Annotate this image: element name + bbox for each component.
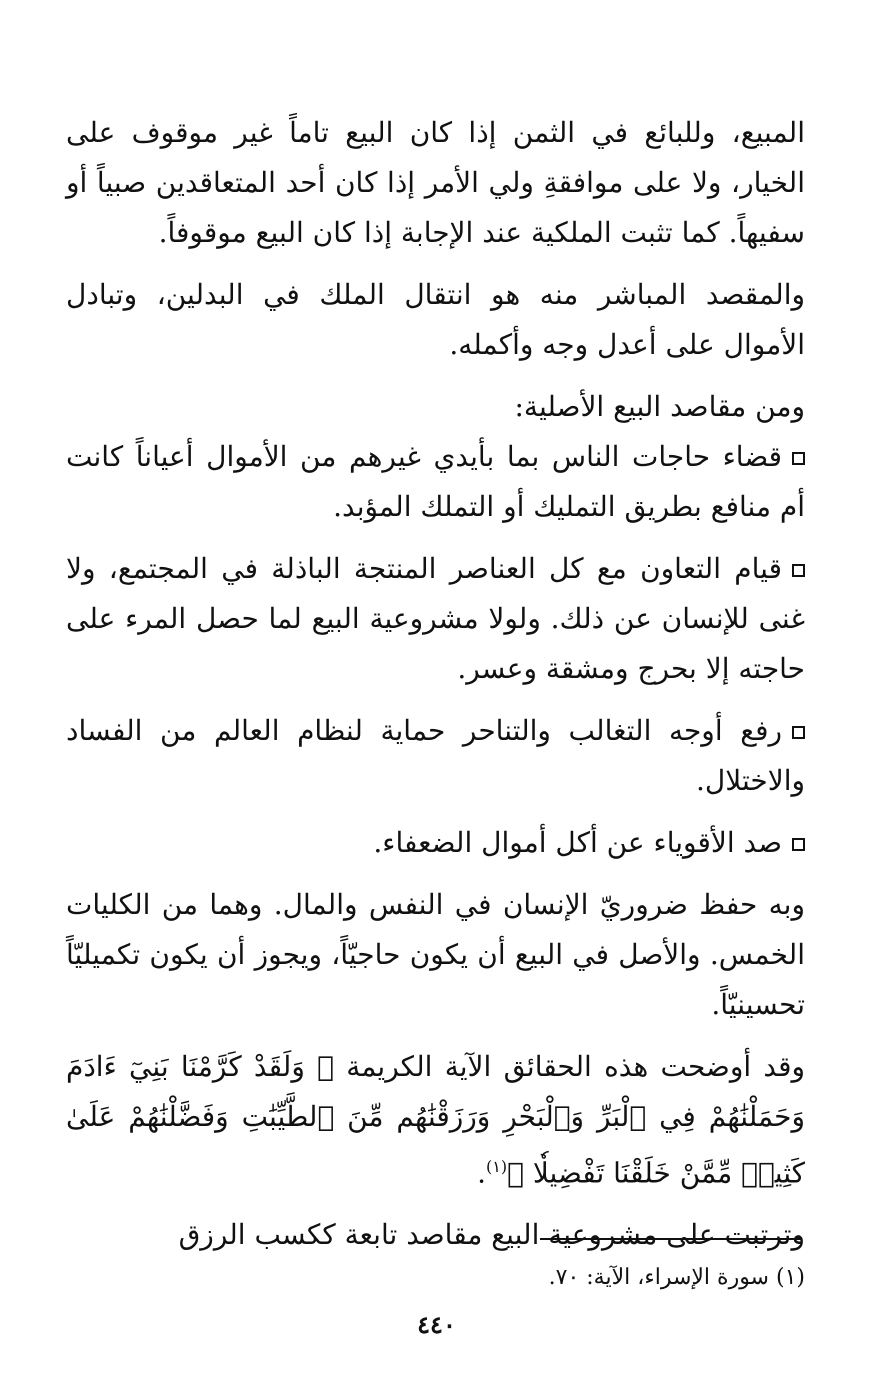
paragraph-5 bbox=[66, 1042, 805, 1198]
paragraph-1: المبيع، وللبائع في الثمن إذا كان البيع تاماً غير موقوف على الخيار، ولا على موافقةِ ولي الأمر إذا كان أحد المتعاقدين صبياً أو سفيهاً. كما تثبت الملكية عند الإجابة إذا كان البيع موقوفاً. bbox=[66, 116, 805, 249]
bullet-text: صد الأقوياء عن أكل أموال الضعفاء. bbox=[373, 826, 782, 859]
footnote-divider bbox=[540, 1238, 802, 1240]
paragraph-2: والمقصد المباشر منه هو انتقال الملك في البدلين، وتبادل الأموال على أعدل وجه وأكمله. bbox=[66, 278, 805, 361]
paragraph-6: وترتبت على مشروعية البيع مقاصد تابعة ككسب الرزق bbox=[178, 1218, 805, 1252]
square-bullet-icon bbox=[792, 564, 805, 577]
paragraph-4: وبه حفظ ضروريّ الإنسان في النفس والمال. وهما من الكليات الخمس. والأصل في البيع أن يكون حاجيّاً، ويجوز أن يكون تكميليّاً تحسينيّاً. bbox=[66, 888, 805, 1021]
page-number: ٤٤٠ bbox=[417, 1310, 456, 1339]
bullet-item-2 bbox=[66, 544, 805, 694]
verse-intro: وقد أوضحت هذه الحقائق الآية الكريمة bbox=[346, 1050, 806, 1083]
footnote: (١) سورة الإسراء، الآية: ٧٠. bbox=[548, 1265, 805, 1290]
footnote-reference: (١) bbox=[486, 1157, 508, 1176]
bullet-text: قضاء حاجات الناس بما بأيدي غيرهم من الأموال أعياناً كانت أم منافع بطريق التمليك أو التملك المؤبد. bbox=[66, 440, 805, 523]
bullet-item-1 bbox=[66, 432, 805, 532]
bullet-item-3 bbox=[66, 706, 805, 806]
square-bullet-icon bbox=[792, 452, 805, 465]
bullet-text: قيام التعاون مع كل العناصر المنتجة الباذلة في المجتمع، ولا غنى للإنسان عن ذلك. ولولا مشروعية البيع لما حصل المرء على حاجته إلا بحرج ومشقة وعسر. bbox=[66, 552, 805, 685]
square-bullet-icon bbox=[792, 726, 805, 739]
square-bullet-icon bbox=[792, 838, 805, 851]
bullet-text: رفع أوجه التغالب والتناحر حماية لنظام العالم من الفساد والاختلال. bbox=[66, 714, 805, 797]
verse-end: . bbox=[477, 1156, 487, 1190]
quran-verse: ﴿ وَلَقَدْ كَرَّمْنَا بَنِيٓ ءَادَمَ وَحَمَلْنَٰهُمْ فِي ٱلْبَرِّ وَٱلْبَحْرِ وَرَزَقْنَٰهُم مِّنَ ٱلطَّيِّبَٰتِ وَفَضَّلْنَٰهُمْ عَلَىٰ كَثِيرٖ مِّمَّنْ خَلَقْنَا تَفْضِيلٗا ﴾ bbox=[66, 1050, 805, 1190]
bullet-item-4 bbox=[66, 818, 805, 868]
paragraph-3: ومن مقاصد البيع الأصلية: bbox=[514, 390, 805, 423]
